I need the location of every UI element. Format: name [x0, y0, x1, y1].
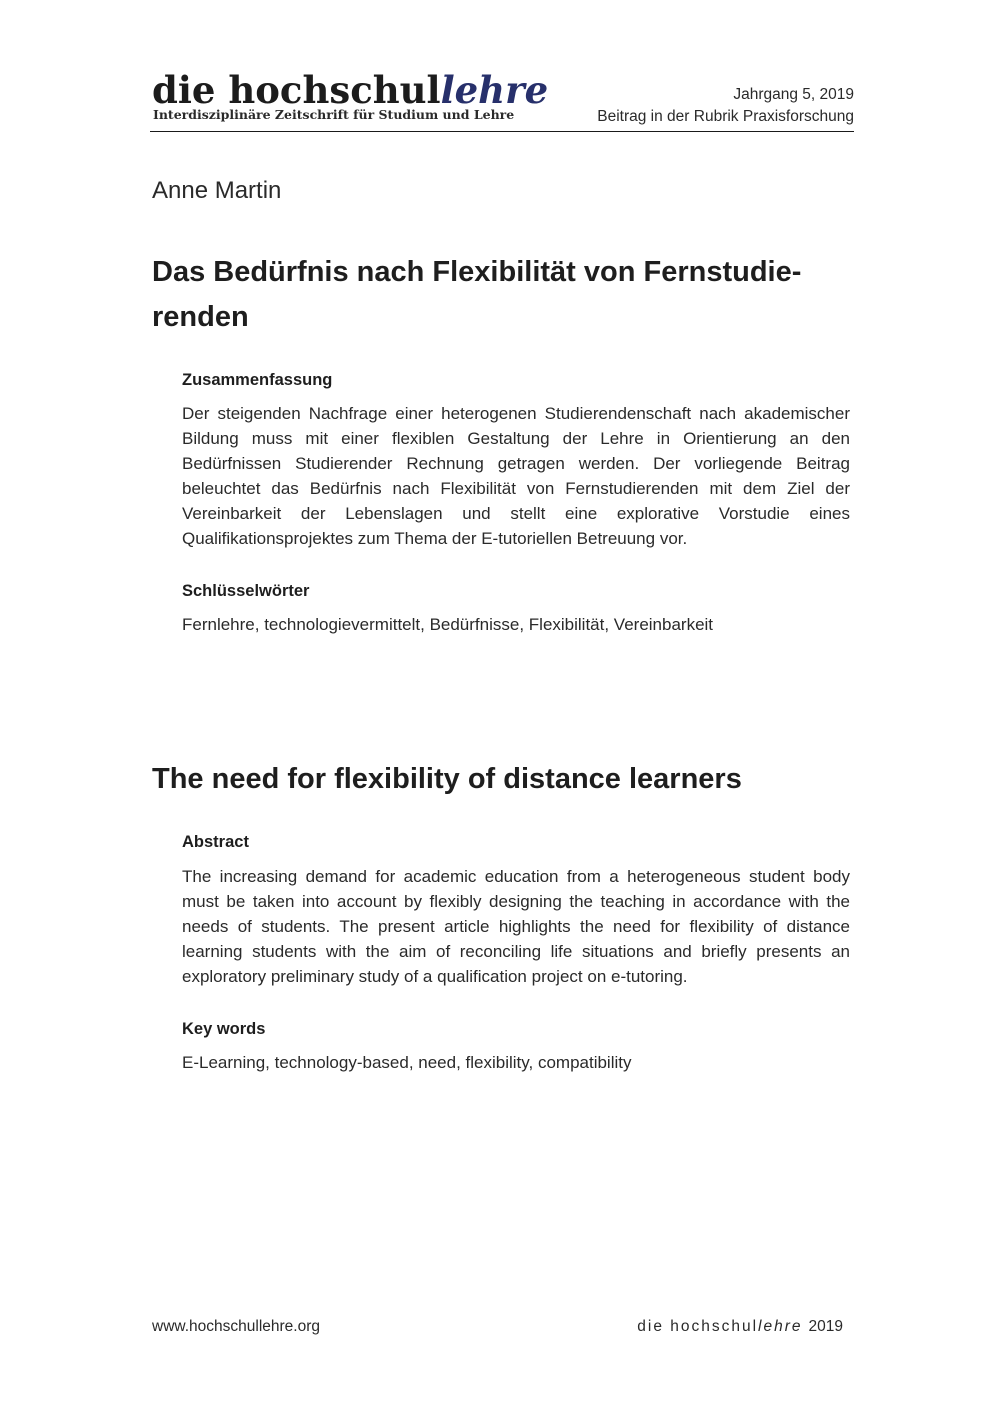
footer-journal-name — [637, 1316, 843, 1338]
article-title-german — [152, 250, 842, 340]
footer-year: 2019 — [808, 1318, 843, 1335]
author-name: Anne Martin — [152, 177, 282, 204]
keywords-heading-english: Key words — [182, 1020, 266, 1038]
footer-journal-accent: lehre — [758, 1318, 803, 1335]
issue-rubric: Beitrag in der Rubrik Praxisforschung — [597, 108, 854, 125]
article-title-english: The need for flexibility of distance learners — [152, 763, 742, 795]
abstract-heading-german: Zusammenfassung — [182, 371, 333, 389]
abstract-english — [182, 864, 850, 989]
abstract-heading-english: Abstract — [182, 833, 249, 851]
masthead — [152, 68, 854, 134]
footer-journal-prefix: die hochschul — [637, 1318, 759, 1335]
abstract-line: Bildung muss mit einer flexiblen Gestaltung der Lehre in Orientierung an den — [182, 429, 850, 448]
abstract-line: Der steigenden Nachfrage einer heterogenen Studierendenschaft nach akademischer — [182, 404, 850, 423]
journal-logo-prefix: die hochschul — [152, 68, 441, 112]
title-line: Das Bedürfnis nach Flexibilität von Fernstudie- — [152, 256, 802, 288]
header-divider — [150, 131, 854, 132]
keywords-english: E-Learning, technology-based, need, flexibility, compatibility — [182, 1053, 632, 1072]
abstract-line: must be taken into account by flexibly designing the teaching in accordance with the — [182, 892, 850, 911]
issue-volume: Jahrgang 5, 2019 — [733, 86, 854, 103]
journal-subtitle: Interdisziplinäre Zeitschrift für Studium und Lehre — [153, 107, 515, 122]
abstract-line: exploratory preliminary study of a qualification project on e-tutoring. — [182, 967, 688, 986]
keywords-german: Fernlehre, technologievermittelt, Bedürfnisse, Flexibilität, Vereinbarkeit — [182, 615, 714, 634]
keywords-heading-german: Schlüsselwörter — [182, 582, 310, 600]
abstract-line: Vereinbarkeit der Lebenslagen und stellt eine explorative Vorstudie eines — [182, 504, 850, 523]
issue-info — [597, 84, 854, 128]
abstract-line: The increasing demand for academic education from a heterogeneous student body — [182, 867, 850, 886]
abstract-line: learning students with the aim of reconciling life situations and briefly presents an — [182, 942, 850, 961]
abstract-line: beleuchtet das Bedürfnis nach Flexibilität von Fernstudierenden mit dem Ziel der — [182, 479, 850, 498]
abstract-line: Qualifikationsprojektes zum Thema der E-tutoriellen Betreuung vor. — [182, 529, 688, 548]
abstract-german — [182, 401, 850, 551]
journal-logo — [152, 68, 548, 112]
abstract-line: needs of students. The present article highlights the need for flexibility of distance — [182, 917, 850, 936]
abstract-line: Bedürfnissen Studierender Rechnung getragen werden. Der vorliegende Beitrag — [182, 454, 850, 473]
title-line: renden — [152, 301, 249, 333]
journal-logo-accent: lehre — [440, 68, 549, 112]
footer-website-link[interactable]: www.hochschullehre.org — [152, 1318, 321, 1335]
